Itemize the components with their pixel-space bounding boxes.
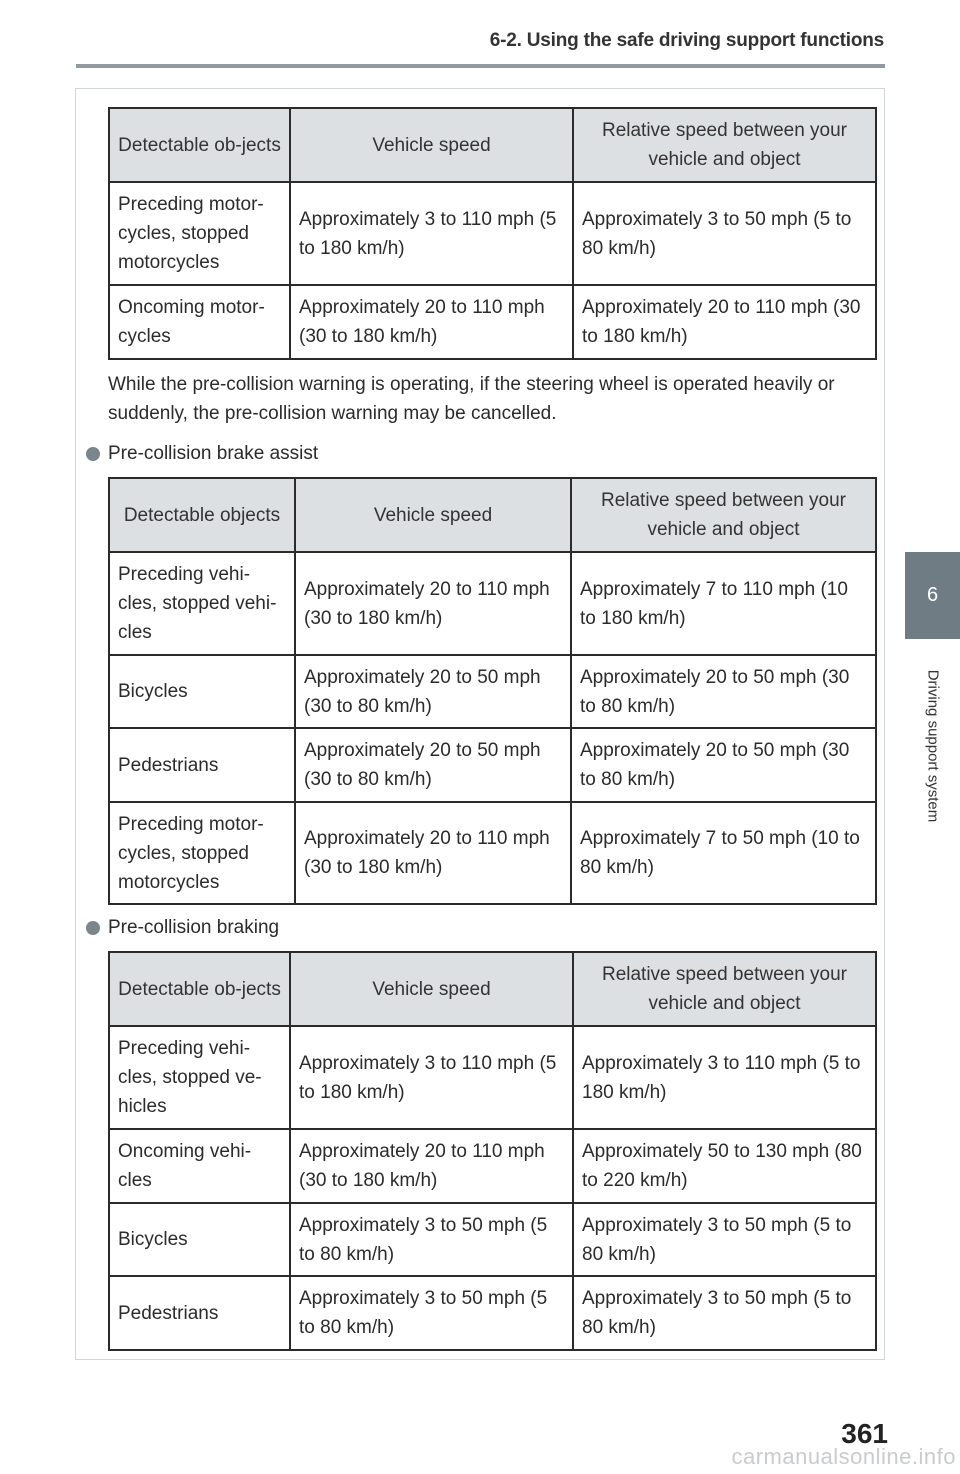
cell-relative-speed: Approximately 20 to 50 mph (30 to 80 km/h) (571, 655, 876, 728)
cell-relative-speed: Approximately 3 to 50 mph (5 to 80 km/h) (573, 1276, 876, 1350)
bullet-icon (86, 447, 100, 461)
header-vehicle-speed: Vehicle speed (290, 108, 573, 182)
cell-object: Oncoming vehi-cles (109, 1129, 290, 1203)
cell-object: Pedestrians (109, 1276, 290, 1350)
bullet-icon (86, 921, 100, 935)
header-vehicle-speed: Vehicle speed (295, 478, 571, 552)
cell-object: Preceding vehi-cles, stopped ve-hicles (109, 1026, 290, 1129)
header-relative-speed: Relative speed between your vehicle and object (573, 952, 876, 1026)
cell-object: Oncoming motor-cycles (109, 285, 290, 359)
section-header-title: 6-2. Using the safe driving support functions (489, 30, 884, 51)
table-row (109, 552, 876, 655)
section-title: Pre-collision braking (108, 917, 280, 938)
cell-relative-speed: Approximately 7 to 50 mph (10 to 80 km/h) (571, 802, 876, 904)
table-row (109, 1203, 876, 1276)
cell-vehicle-speed: Approximately 20 to 110 mph (30 to 180 km/h) (290, 1129, 573, 1203)
header-detectable-objects: Detectable ob-jects (109, 108, 290, 182)
header-detectable-objects: Detectable objects (109, 478, 295, 552)
cell-vehicle-speed: Approximately 20 to 110 mph (30 to 180 km/h) (295, 552, 571, 655)
chapter-number: 6 (926, 584, 939, 606)
cell-object: Bicycles (109, 655, 295, 728)
cell-relative-speed: Approximately 3 to 110 mph (5 to 180 km/h) (573, 1026, 876, 1129)
header-detectable-objects: Detectable ob-jects (109, 952, 290, 1026)
table-header-row (109, 108, 876, 182)
cell-relative-speed: Approximately 3 to 50 mph (5 to 80 km/h) (573, 182, 876, 285)
cell-object: Preceding vehi-cles, stopped vehi-cles (109, 552, 295, 655)
header-relative-speed: Relative speed between your vehicle and object (571, 478, 876, 552)
header-vehicle-speed: Vehicle speed (290, 952, 573, 1026)
cell-vehicle-speed: Approximately 20 to 110 mph (30 to 180 km/h) (295, 802, 571, 904)
table-row (109, 802, 876, 904)
cell-vehicle-speed: Approximately 3 to 110 mph (5 to 180 km/h) (290, 182, 573, 285)
table-pre-collision-braking (108, 951, 877, 1351)
warning-note: While the pre-collision warning is operating, if the steering wheel is operated heavily or suddenly, the pre-collision warning may be cancelled. (108, 374, 835, 424)
cell-relative-speed: Approximately 50 to 130 mph (80 to 220 km/h) (573, 1129, 876, 1203)
cell-object: Pedestrians (109, 728, 295, 802)
table-header-row (109, 952, 876, 1026)
cell-relative-speed: Approximately 20 to 50 mph (30 to 80 km/h) (571, 728, 876, 802)
table-row (109, 285, 876, 359)
table-pre-collision-warning (108, 107, 877, 360)
cell-vehicle-speed: Approximately 20 to 110 mph (30 to 180 km/h) (290, 285, 573, 359)
header-rule (76, 64, 885, 68)
section-heading-brake-assist (86, 439, 318, 468)
section-heading-braking (86, 913, 279, 942)
cell-object: Preceding motor-cycles, stopped motorcycles (109, 182, 290, 285)
header-relative-speed: Relative speed between your vehicle and object (573, 108, 876, 182)
cell-object: Bicycles (109, 1203, 290, 1276)
table-row (109, 1129, 876, 1203)
table-row (109, 1026, 876, 1129)
cell-relative-speed: Approximately 7 to 110 mph (10 to 180 km/h) (571, 552, 876, 655)
table-row (109, 728, 876, 802)
cell-vehicle-speed: Approximately 20 to 50 mph (30 to 80 km/h) (295, 728, 571, 802)
table-row (109, 655, 876, 728)
cell-object: Preceding motor-cycles, stopped motorcycles (109, 802, 295, 904)
table-pre-collision-brake-assist (108, 477, 877, 905)
cell-relative-speed: Approximately 20 to 110 mph (30 to 180 km/h) (573, 285, 876, 359)
chapter-tab[interactable] (905, 552, 960, 639)
table-row (109, 1276, 876, 1350)
cell-vehicle-speed: Approximately 3 to 50 mph (5 to 80 km/h) (290, 1203, 573, 1276)
cell-relative-speed: Approximately 3 to 50 mph (5 to 80 km/h) (573, 1203, 876, 1276)
table-header-row (109, 478, 876, 552)
page-number: 361 (841, 1418, 888, 1449)
chapter-label: Driving support system (924, 669, 942, 823)
cell-vehicle-speed: Approximately 20 to 50 mph (30 to 80 km/h) (295, 655, 571, 728)
cell-vehicle-speed: Approximately 3 to 50 mph (5 to 80 km/h) (290, 1276, 573, 1350)
section-title: Pre-collision brake assist (108, 443, 319, 464)
watermark: carmanualsonline.info (731, 1444, 956, 1469)
cell-vehicle-speed: Approximately 3 to 110 mph (5 to 180 km/h) (290, 1026, 573, 1129)
table-row (109, 182, 876, 285)
